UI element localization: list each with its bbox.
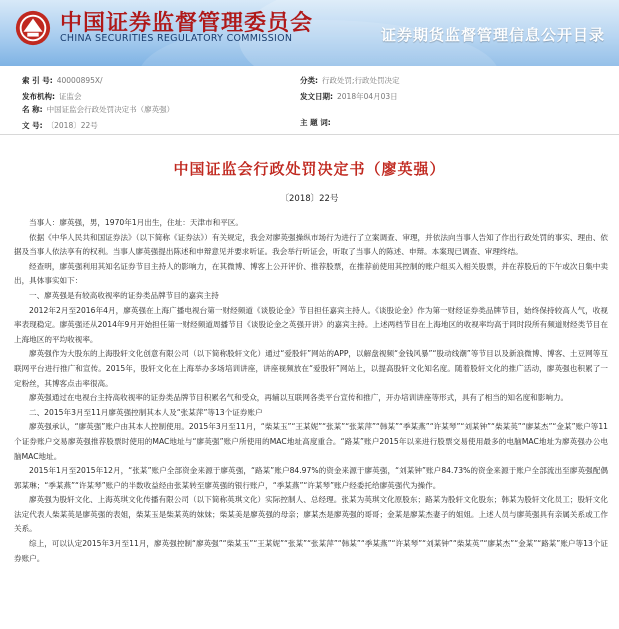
paragraph: 廖英强作为大股东的上海股轩文化创意有限公司（以下简称股轩文化）通过“爱股轩”网站的APP，以解盘视频“金钱风暴”“股动线潮”等节目以及新浪微博、博客、土豆网等互联网平台进行推广和宣传。2015年，股轩文化在上海举办多场培训讲座，讲座视频放在“爱股轩”网站上，以提高股轩文化知名度。随着股轩文化的推广活动，廖英强也积累了一定粉丝，其博客点击率很高。 — [14, 349, 608, 388]
meta-date — [300, 91, 398, 103]
document-title: 中国证监会行政处罚决定书（廖英强） — [173, 160, 446, 178]
meta-issuer-label: 发布机构: — [22, 92, 55, 101]
meta-index — [22, 75, 103, 87]
meta-name-label: 名 称: — [22, 105, 43, 114]
meta-category-value: 行政处罚;行政处罚决定 — [322, 76, 400, 85]
paragraph: 经查明，廖英强利用其知名证券节目主持人的影响力，在其微博、博客上公开评价、推荐股票，在推荐前使用其控制的账户组买入相关股票，并在荐股后的下午或次日集中卖出，具体事实如下： — [14, 261, 608, 286]
document-content — [0, 134, 619, 629]
section-heading: 一、廖英强是有较高收视率的证券类品牌节目的嘉宾主持 — [29, 290, 219, 300]
banner-title[interactable]: 证券期货监督管理信息公开目录 — [380, 26, 605, 44]
paragraph: 依据《中华人民共和国证券法》（以下简称《证券法》）有关规定，我会对廖英强操纵市场行为进行了立案调查、审理，并依法向当事人告知了作出行政处罚的事实、理由、依据及当事人依法享有的权利。当事人廖英强提出陈述和申辩意见并要求听证。我会举行听证会，听取了当事人的陈述、申辩。本案现已调查、审理终结。 — [14, 232, 608, 257]
document-body — [14, 216, 608, 566]
paragraph: 廖英强承认，“廖英强”账户由其本人控制使用。2015年3月至11月，“柴某玉”“王某妮”“张某”“张某萍”“韩某”“季某燕”“许某琴”“刘某钟”“柴某英”“廖某杰”“金某”账户等11个证券账户交易廖英强推荐股票时使用的MAC地址与“廖英强”账户所使用的MAC地址高度重合。“路某”账户2015年以来进行股票交易使用最多的电脑MAC地址为廖英强办公电脑MAC地址。 — [14, 422, 608, 461]
meta-issuer — [22, 91, 82, 103]
meta-docno-value: 〔2018〕22号 — [46, 121, 98, 130]
paragraph: 2015年1月至2015年12月，“张某”账户全部资金来源于廖英强，“路某”账户84.97%的资金来源于廖英强，“刘某钟”账户84.73%的资金来源于账户全部流出至廖英强配偶郭某琳；“季某燕”“许某琴”账户的半数收益经由张某转至廖英强的银行账户，“季某燕”“许某琴”账户经委托给廖英强代为操作。 — [14, 466, 608, 490]
meta-keywords — [300, 117, 335, 129]
meta-keywords-label: 主 题 词: — [300, 118, 331, 127]
paragraph: 综上，可以认定2015年3月至11月，廖英强控制“廖英强”“柴某玉”“王某妮”“张某”“张某萍”“韩某”“季某燕”“许某琴”“刘某钟”“柴某英”“廖某杰”“金某”“路某”账户等13个证券账户。 — [14, 539, 608, 563]
meta-date-label: 发文日期: — [300, 92, 333, 101]
paragraph: 廖英强为股轩文化、上海英琪文化传播有限公司（以下简称英琪文化）实际控制人、总经理。张某为英琪文化原股东；路某为股轩文化股东；韩某为股轩文化员工；股轩文化法定代表人柴某英是廖英强的表姐，柴某玉是柴某英的妹妹；柴某美是廖英强的母亲；廖某杰是廖英强的哥哥；金某是廖某杰妻子的姐姐。上述人员与廖英强具有亲属关系或工作关系。 — [14, 495, 608, 534]
meta-issuer-value: 证监会 — [59, 92, 82, 101]
document-number: 〔2018〕22号 — [280, 194, 339, 204]
csrc-emblem-icon[interactable] — [14, 9, 52, 47]
meta-index-label: 索 引 号: — [22, 76, 53, 85]
meta-date-value: 2018年04月03日 — [337, 92, 398, 101]
paragraph: 2012年2月至2016年4月，廖英强在上海广播电视台第一财经频道《谈股论金》节目担任嘉宾主持人。《谈股论金》作为第一财经证券类品牌节目，始终保持较高人气，收视率表现稳定。廖英强还从2014年9月开始担任第一财经频道周播节目《谈股论金之英强开讲》的嘉宾主持。上述两档节目在上海地区的收视率均高于同时段所有频道财经类节目在上海地区的平均收视率。 — [14, 305, 608, 344]
meta-index-value: 40000895X/ — [56, 76, 103, 85]
paragraph: 廖英强通过在电视台主持高收视率的证券类品牌节目积累名气和受众，再辅以互联网各类平台宣传和推广，开办培训讲座等形式，具有了相当的知名度和影响力。 — [29, 393, 569, 403]
header-banner — [0, 0, 619, 66]
meta-category-label: 分类: — [300, 76, 318, 85]
meta-docno — [22, 120, 98, 132]
meta-category — [300, 75, 400, 87]
meta-docno-label: 文 号: — [22, 121, 43, 130]
meta-name-value: 中国证监会行政处罚决定书（廖英强） — [46, 105, 175, 114]
meta-name — [22, 104, 174, 116]
paragraph: 当事人：廖英强，男，1970年1月出生，住址：天津市和平区。 — [29, 218, 243, 227]
document-metadata — [0, 66, 619, 135]
org-name-cn[interactable]: 中国证券监督管理委员会 — [60, 10, 314, 36]
org-name-en: CHINA SECURITIES REGULATORY COMMISSION — [60, 33, 293, 44]
section-heading: 二、2015年3月至11月廖英强控制其本人及“张某萍”等13个证券账户 — [29, 407, 263, 417]
